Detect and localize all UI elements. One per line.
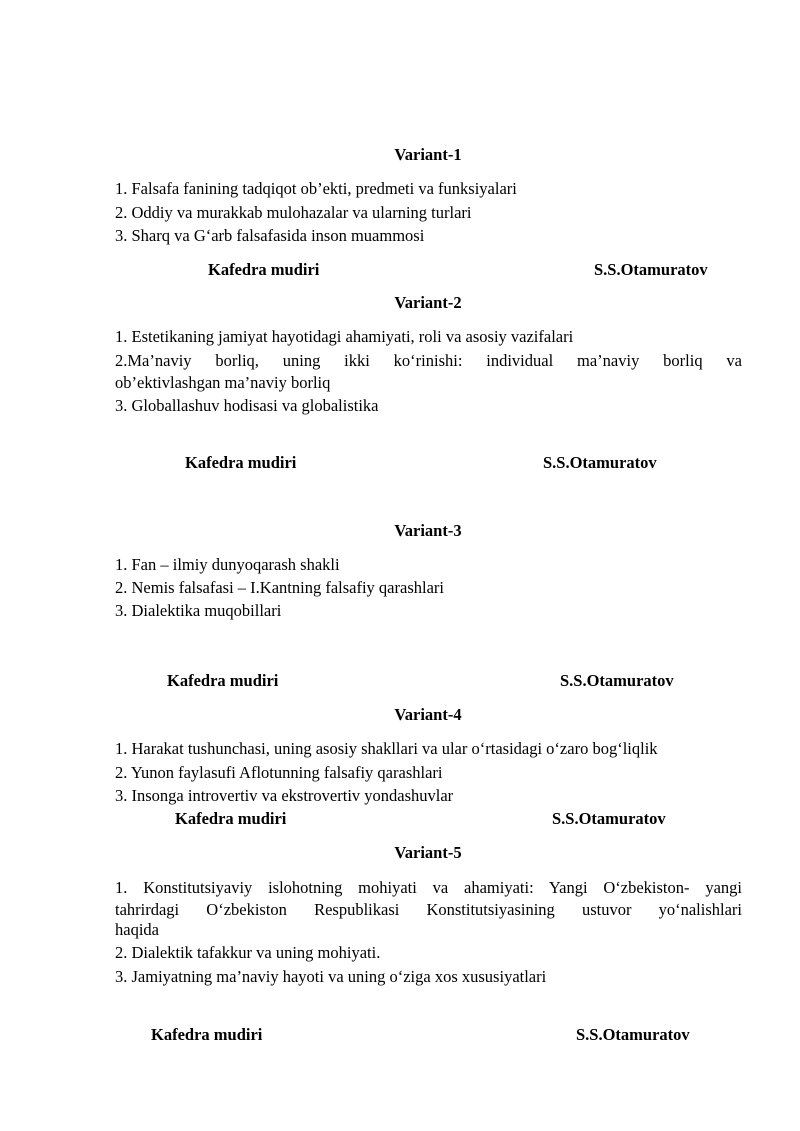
variant-1-item-3: 3. Sharq va G‘arb falsafasida inson muammosi	[115, 226, 425, 245]
variant-4-title: Variant-4	[394, 705, 462, 724]
variant-2-sign-role: Kafedra mudiri	[185, 453, 297, 472]
variant-5-item-3: 3. Jamiyatning ma’naviy hayoti va uning o‘ziga xos xususiyatlari	[115, 967, 547, 986]
variant-3-item-3: 3. Dialektika muqobillari	[115, 601, 282, 620]
variant-5-sign-name: S.S.Otamuratov	[576, 1025, 690, 1044]
variant-5-item-1-end: haqida	[115, 920, 159, 939]
variant-5-item-1-cont: tahrirdagi O‘zbekiston Respublikasi Konstitutsiyasining ustuvor yo‘nalishlari	[115, 900, 742, 919]
variant-3-item-1: 1. Fan – ilmiy dunyoqarash shakli	[115, 555, 340, 574]
variant-4-item-2: 2. Yunon faylasufi Aflotunning falsafiy qarashlari	[115, 763, 443, 782]
variant-3-sign-name: S.S.Otamuratov	[560, 671, 674, 690]
variant-2-item-2-cont: ob’ektivlashgan ma’naviy borliq	[115, 373, 331, 392]
variant-2-item-3: 3. Globallashuv hodisasi va globalistika	[115, 396, 379, 415]
variant-4-item-3: 3. Insonga introvertiv va ekstrovertiv yondashuvlar	[115, 786, 454, 805]
variant-3-sign-role: Kafedra mudiri	[167, 671, 279, 690]
variant-5-title: Variant-5	[394, 843, 462, 862]
variant-3-item-2: 2. Nemis falsafasi – I.Kantning falsafiy qarashlari	[115, 578, 444, 597]
variant-1-title: Variant-1	[394, 145, 462, 164]
variant-4-sign-role: Kafedra mudiri	[175, 809, 287, 828]
variant-5-item-2: 2. Dialektik tafakkur va uning mohiyati.	[115, 943, 381, 962]
variant-3-title: Variant-3	[394, 521, 462, 540]
variant-1-sign-name: S.S.Otamuratov	[594, 260, 708, 279]
variant-2-sign-name: S.S.Otamuratov	[543, 453, 657, 472]
variant-4-item-1: 1. Harakat tushunchasi, uning asosiy shakllari va ular o‘rtasidagi o‘zaro bog‘liqlik	[115, 739, 658, 758]
variant-5-item-1: 1. Konstitutsiyaviy islohotning mohiyati va ahamiyati: Yangi O‘zbekiston- yangi	[115, 878, 742, 897]
variant-2-item-1: 1. Estetikaning jamiyat hayotidagi ahamiyati, roli va asosiy vazifalari	[115, 327, 574, 346]
variant-5-sign-role: Kafedra mudiri	[151, 1025, 263, 1044]
variant-1-item-2: 2. Oddiy va murakkab mulohazalar va ularning turlari	[115, 203, 472, 222]
variant-2-item-2: 2.Ma’naviy borliq, uning ikki ko‘rinishi: individual ma’naviy borliq va	[115, 351, 742, 370]
variant-4-sign-name: S.S.Otamuratov	[552, 809, 666, 828]
variant-1-sign-role: Kafedra mudiri	[208, 260, 320, 279]
variant-1-item-1: 1. Falsafa fanining tadqiqot ob’ekti, predmeti va funksiyalari	[115, 179, 517, 198]
variant-2-title: Variant-2	[394, 293, 462, 312]
